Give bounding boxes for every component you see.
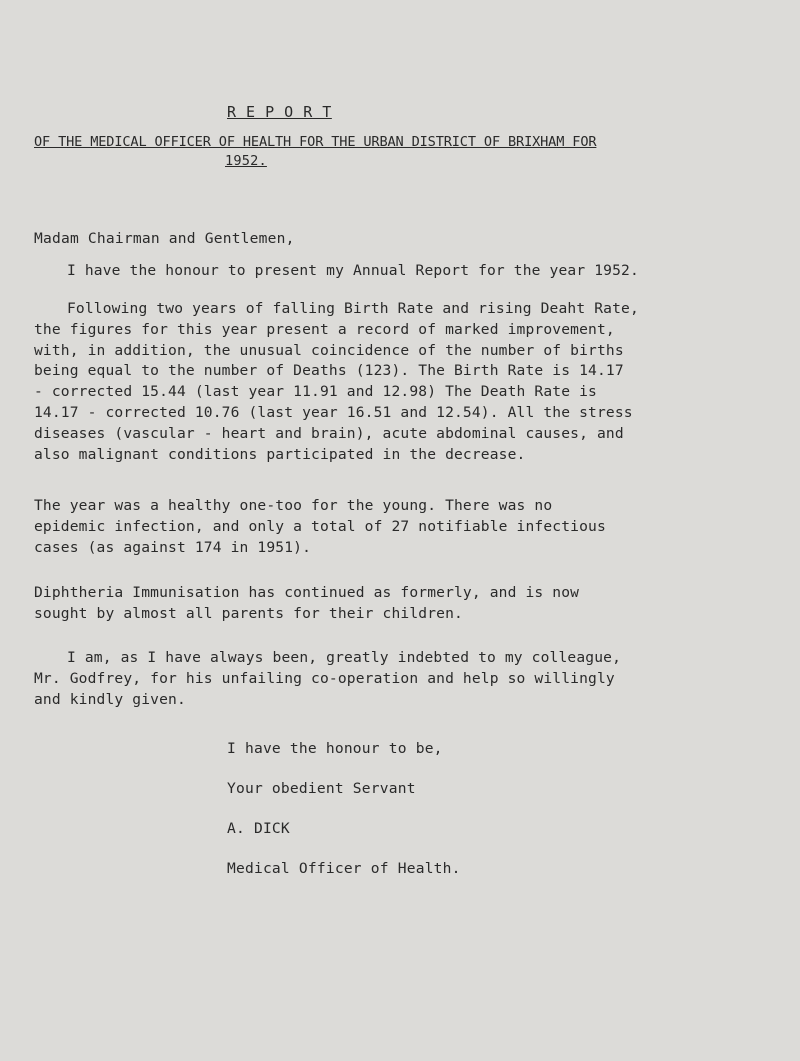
paragraph-line: the figures for this year present a record of marked improvement,: [34, 320, 615, 338]
paragraph-line: I am, as I have always been, greatly indebted to my colleague,: [67, 649, 622, 666]
paragraph-line: - corrected 15.44 (last year 11.91 and 12.98) The Death Rate is: [34, 383, 597, 401]
paragraph-line: and kindly given.: [34, 690, 186, 708]
paragraph-line: 14.17 - corrected 10.76 (last year 16.51 and 12.54). All the stress: [34, 403, 633, 421]
report-title: R E P O R T: [227, 103, 332, 121]
paragraph-line: being equal to the number of Deaths (123). The Birth Rate is 14.17: [34, 362, 624, 380]
paragraph-line: epidemic infection, and only a total of 27 notifiable infectious: [34, 517, 606, 535]
paragraph-line: also malignant conditions participated in the decrease.: [34, 445, 526, 463]
paragraph-line: The year was a healthy one-too for the young. There was no: [34, 497, 553, 514]
paragraph-line: diseases (vascular - heart and brain), acute abdominal causes, and: [34, 424, 624, 442]
intro-paragraph: [34, 261, 774, 282]
report-subtitle: OF THE MEDICAL OFFICER OF HEALTH FOR THE URBAN DISTRICT OF BRIXHAM FOR: [34, 134, 597, 150]
infection-paragraph: [34, 496, 774, 558]
report-year: 1952.: [225, 153, 267, 169]
acknowledgement-paragraph: [34, 648, 774, 710]
immunisation-paragraph: [34, 583, 774, 625]
paragraph-line: with, in addition, the unusual coincidence of the number of births: [34, 341, 624, 359]
paragraph-line: Mr. Godfrey, for his unfailing co-operation and help so willingly: [34, 669, 615, 687]
paragraph-line: I have the honour to present my Annual Report for the year 1952.: [67, 262, 639, 279]
paragraph-line: cases (as against 174 in 1951).: [34, 538, 312, 556]
vital-statistics-paragraph: [34, 299, 774, 465]
signatory-name: A. DICK: [227, 820, 290, 837]
paragraph-line: sought by almost all parents for their children.: [34, 604, 463, 622]
paragraph-line: Diphtheria Immunisation has continued as formerly, and is now: [34, 584, 580, 601]
paragraph-line: Following two years of falling Birth Rate and rising Deaht Rate,: [67, 300, 639, 317]
valediction: I have the honour to be,: [227, 740, 443, 757]
complimentary-close: Your obedient Servant: [227, 780, 416, 797]
salutation: Madam Chairman and Gentlemen,: [34, 230, 295, 247]
signatory-position: Medical Officer of Health.: [227, 860, 461, 877]
